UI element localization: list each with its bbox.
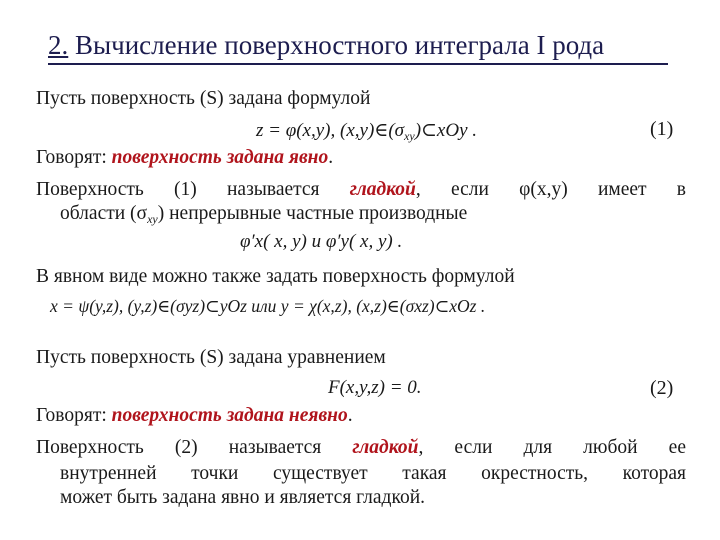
text-line-4-pre: области (σ (60, 203, 148, 224)
text-line-3-pre: Поверхность (1) называется (36, 179, 350, 200)
equation-number-1: (1) (650, 118, 674, 140)
text-line-9: внутренней точки существует такая окрестность, которая (60, 463, 686, 484)
title-text: Вычисление поверхностного интеграла I рода (75, 30, 605, 60)
text-line-3 (36, 179, 686, 201)
text-line-5: В явном виде можно также задать поверхность формулой (36, 266, 515, 287)
formula-3: x = ψ(y,z), (y,z)∈(σyz)⊂yOz или y = χ(x,z), (x,z)∈(σxz)⊂xOz . (50, 296, 486, 316)
text-line-8 (36, 437, 686, 459)
title-number: 2. (48, 30, 69, 60)
formula-4: F(x,y,z) = 0. (328, 377, 422, 398)
title-underline (48, 63, 668, 65)
text-line-2 (36, 147, 686, 169)
formula-1-tail: )⊂xOy . (414, 120, 478, 141)
formula-1-main: z = φ(x,y), (x,y)∈(σ (256, 120, 405, 141)
text-line-7-post: . (347, 405, 353, 426)
text-line-2-pre: Говорят: (36, 147, 112, 168)
text-line-7-pre: Говорят: (36, 405, 112, 426)
text-line-6: Пусть поверхность (S) задана уравнением (36, 347, 386, 368)
formula-2: φ′x( x, y) и φ′y( x, y) . (240, 231, 403, 252)
text-line-1: Пусть поверхность (S) задана формулой (36, 88, 371, 109)
text-line-4 (60, 203, 710, 227)
formula-1-sub: xy (404, 129, 415, 143)
text-line-3-post: , если φ(x,y) имеет в (415, 179, 686, 200)
text-line-8-pre: Поверхность (2) называется (36, 437, 353, 458)
text-line-10: может быть задана явно и является гладкой. (60, 487, 426, 508)
emphasis-smooth-2: гладкой (352, 437, 419, 458)
emphasis-implicit: поверхность задана неявно (111, 405, 348, 426)
text-line-8-post: , если для любой ее (418, 437, 686, 458)
emphasis-smooth-1: гладкой (349, 179, 416, 200)
equation-number-2: (2) (650, 377, 674, 399)
emphasis-explicit: поверхность задана явно (111, 147, 329, 168)
text-line-7 (36, 405, 686, 427)
text-line-4-sub: xy (147, 212, 158, 226)
text-line-2-post: . (328, 147, 334, 168)
text-line-4-post: ) непрерывные частные производные (157, 203, 468, 224)
formula-1 (256, 119, 477, 144)
slide-title (48, 30, 688, 61)
